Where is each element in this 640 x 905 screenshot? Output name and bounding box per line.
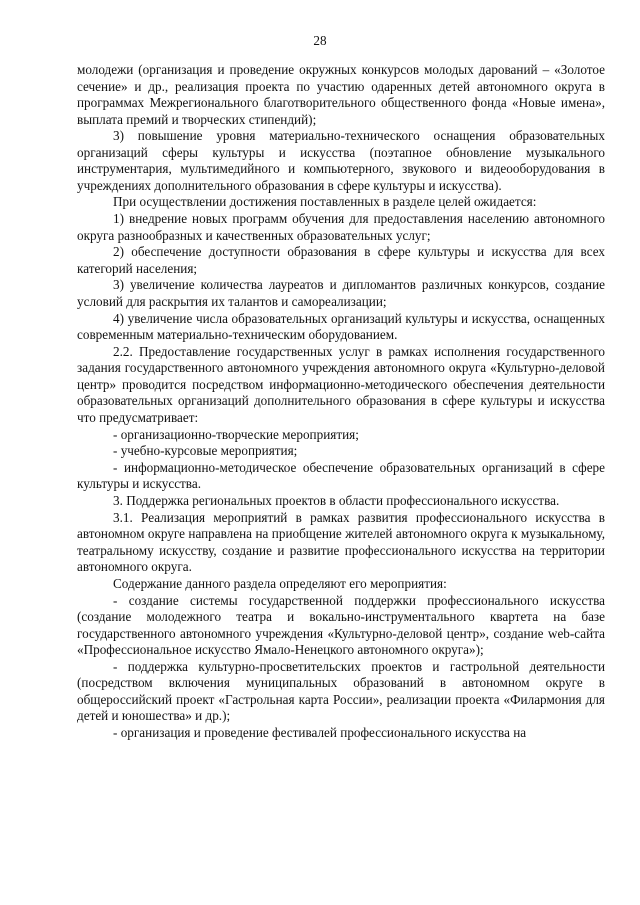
paragraph: - поддержка культурно-просветительских проектов и гастрольной деятельности (посредством включения муниципальных образований в автономном округе в общероссийский проект «Гастрольная карта России», реализации проекта «Филармония для детей и юношества» и др.); — [77, 658, 605, 724]
paragraph: 3) увеличение количества лауреатов и дипломантов различных конкурсов, создание условий для раскрытия их талантов и самореализации; — [77, 277, 605, 309]
paragraph: 3.1. Реализация мероприятий в рамках развития профессионального искусства в автономном округе направлена на приобщение жителей автономного округа к музыкальному, театральному искусству, создание и развитие профессионального искусства на территории автономного округа. — [77, 509, 605, 575]
paragraph: 3) повышение уровня материально-технического оснащения образовательных организаций сферы культуры и искусства (поэтапное обновление музыкального инструментария, мультимедийного и компьютерного, звукового и видеооборудования в учреждениях дополнительного образования в сфере культуры и искусства). — [77, 128, 605, 193]
paragraph: Содержание данного раздела определяют его мероприятия: — [113, 575, 447, 591]
paragraph: 1) внедрение новых программ обучения для предоставления населению автономного округа разнообразных и качественных образовательных услуг; — [77, 211, 605, 243]
paragraph: При осуществлении достижения поставленных в разделе целей ожидается: — [113, 194, 537, 210]
paragraph: 2) обеспечение доступности образования в сфере культуры и искусства для всех категорий населения; — [77, 244, 605, 276]
paragraph: - организационно-творческие мероприятия; — [113, 426, 359, 442]
paragraph: 3. Поддержка региональных проектов в области профессионального искусства. — [113, 493, 560, 509]
paragraph: - создание системы государственной поддержки профессионального искусства (создание молодежного театра и вокально-инструментального квартета на базе государственного автономного учреждения «Культурно-деловой центр», создание web-сайта «Профессиональное искусство Ямало-Ненецкого автономного округа»); — [77, 592, 605, 658]
paragraph: - информационно-методическое обеспечение образовательных организаций в сфере культуры и искусства. — [77, 459, 605, 492]
body-text — [77, 62, 605, 742]
paragraph: 2.2. Предоставление государственных услуг в рамках исполнения государственного задания государственного автономного учреждения автономного округа «Культурно-деловой центр» проводится посредством информационно-методического обеспечения деятельности образовательных организаций дополнительного образования в сфере культуры и искусства что предусматривает: — [77, 343, 605, 425]
paragraph: молодежи (организация и проведение окружных конкурсов молодых дарований – «Золотое сечение» и др., реализация проекта по участию одаренных детей автономного округа в программах Межрегионального благотворительного общественного фонда «Новые имена», выплата премий и творческих стипендий); — [77, 62, 605, 127]
paragraph: - учебно-курсовые мероприятия; — [113, 443, 298, 459]
paragraph: 4) увеличение числа образовательных организаций культуры и искусства, оснащенных современным материально-техническим оборудованием. — [77, 310, 605, 343]
page-number: 28 — [313, 33, 327, 48]
paragraph: - организация и проведение фестивалей профессионального искусства на — [113, 725, 527, 740]
